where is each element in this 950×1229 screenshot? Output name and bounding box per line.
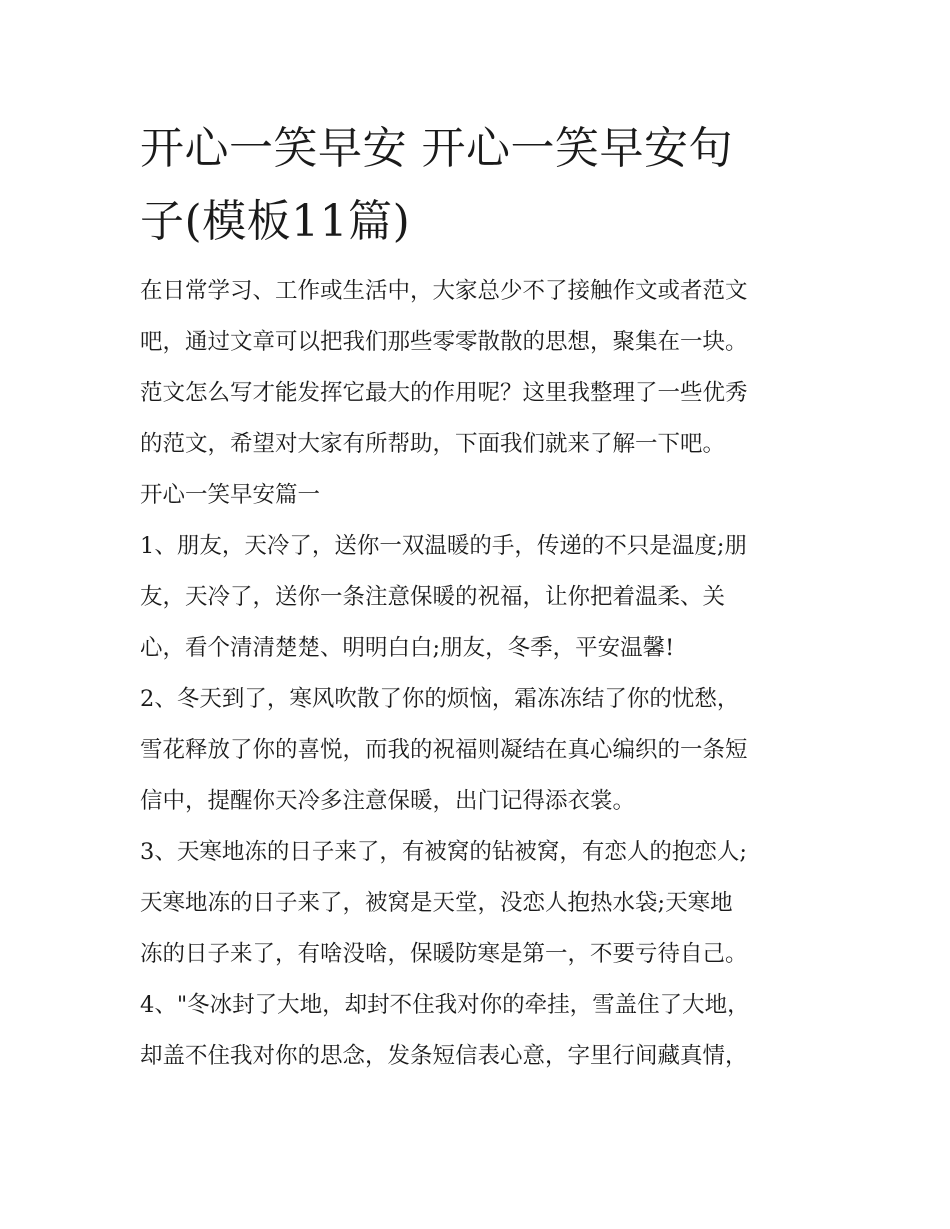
text-line: 信中，提醒你天冷多注意保暖，出门记得添衣裳。 xyxy=(140,788,636,814)
text-line: 冻的日子来了，有啥没啥，保暖防寒是第一，不要亏待自己。 xyxy=(140,941,748,967)
list-item xyxy=(140,521,820,674)
text-line: 心，看个清清楚楚、明明白白;朋友，冬季，平安温馨! xyxy=(140,635,675,661)
text-line: 3、天寒地冻的日子来了，有被窝的钻被窝，有恋人的抱恋人; xyxy=(140,839,747,865)
text-line: 范文怎么写才能发挥它最大的作用呢？这里我整理了一些优秀 xyxy=(140,380,748,406)
text-line: 1、朋友，天冷了，送你一双温暖的手，传递的不只是温度;朋 xyxy=(140,533,747,559)
text-line: 天寒地冻的日子来了，被窝是天堂，没恋人抱热水袋;天寒地 xyxy=(140,890,733,916)
document-page xyxy=(140,112,820,1082)
text-line: 吧，通过文章可以把我们那些零零散散的思想，聚集在一块。 xyxy=(140,329,748,355)
list-item xyxy=(140,980,820,1082)
text-line: 在日常学习、工作或生活中，大家总少不了接触作文或者范文 xyxy=(140,278,748,304)
document-title xyxy=(140,112,820,258)
document-body xyxy=(140,266,820,1082)
text-line: 雪花释放了你的喜悦，而我的祝福则凝结在真心编织的一条短 xyxy=(140,737,748,763)
title-line: 开心一笑早安 开心一笑早安句 xyxy=(140,123,733,174)
list-item xyxy=(140,674,820,827)
title-line: 子(模板11篇) xyxy=(140,196,411,247)
text-line: 的范文，希望对大家有所帮助，下面我们就来了解一下吧。 xyxy=(140,431,726,457)
section-heading: 开心一笑早安篇一 xyxy=(140,482,321,508)
intro-paragraph xyxy=(140,266,820,470)
text-line: 却盖不住我对你的思念，发条短信表心意，字里行间藏真情， xyxy=(140,1043,748,1069)
text-line: 友，天冷了，送你一条注意保暖的祝福，让你把着温柔、关 xyxy=(140,584,726,610)
text-line: 2、冬天到了，寒风吹散了你的烦恼，霜冻冻结了你的忧愁， xyxy=(140,686,740,712)
text-line: 4、"冬冰封了大地，却封不住我对你的牵挂，雪盖住了大地， xyxy=(140,992,750,1018)
list-item xyxy=(140,827,820,980)
